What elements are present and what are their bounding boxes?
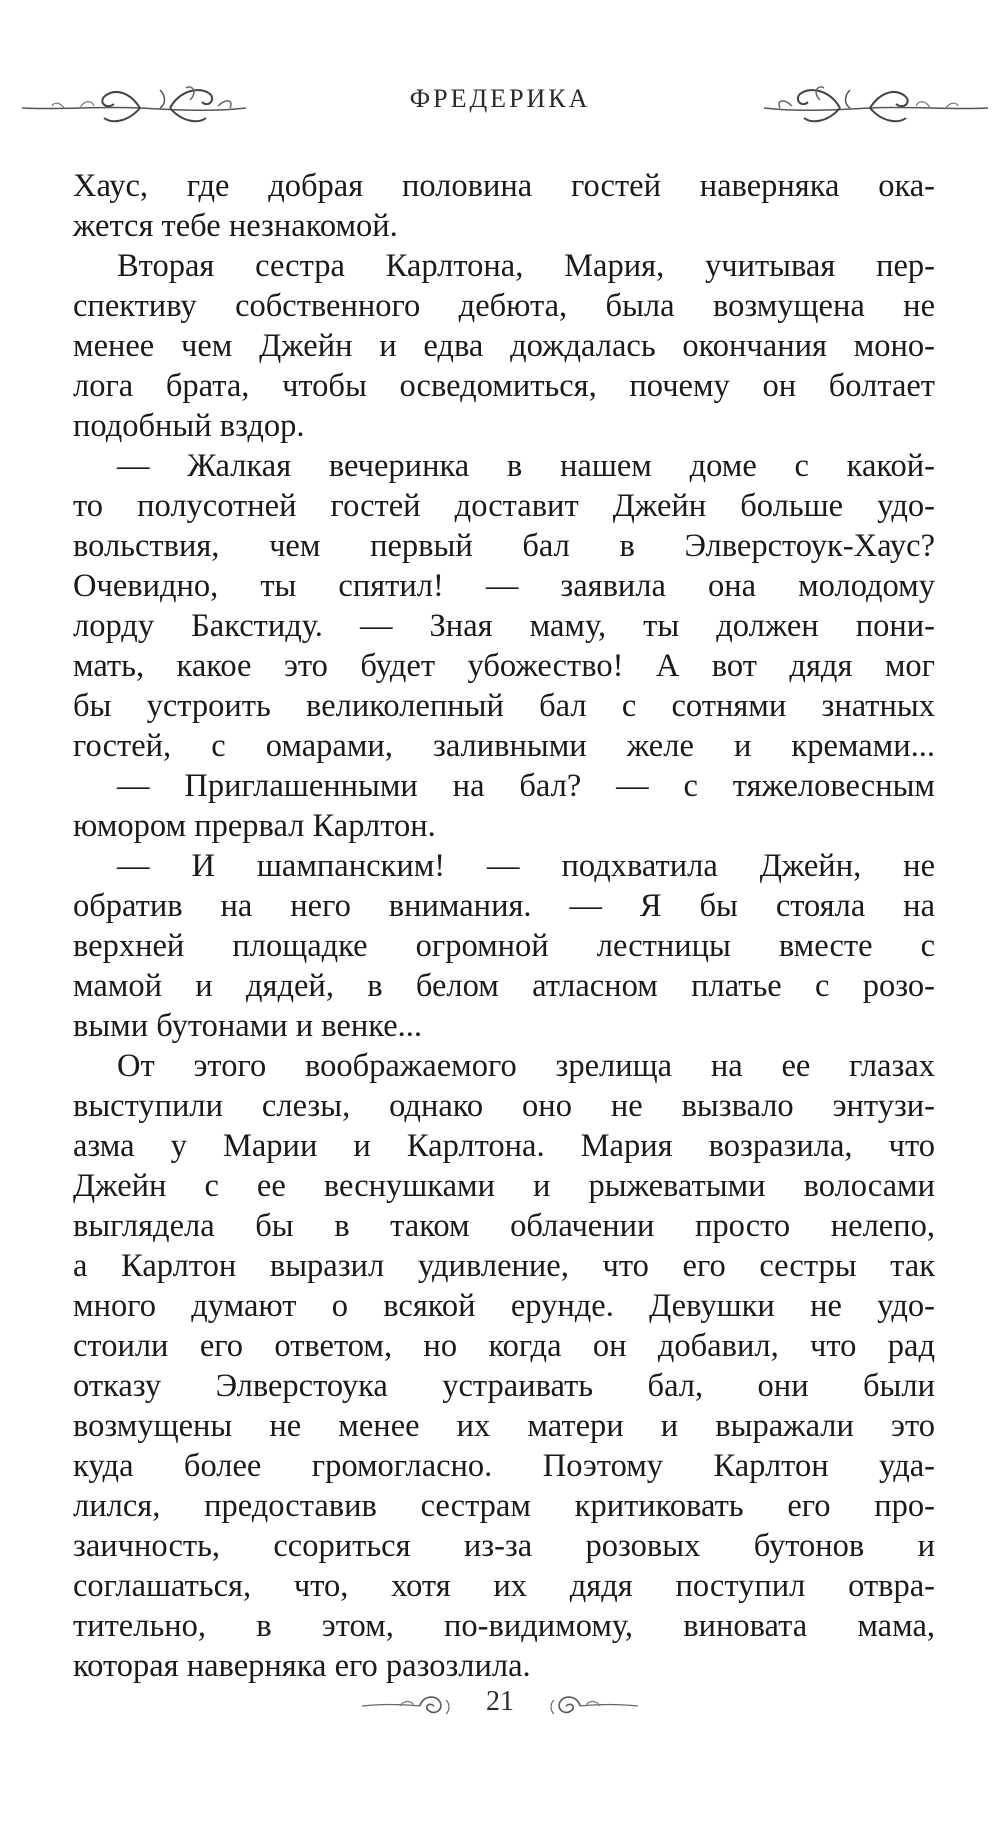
text-line: которая наверняка его разозлила. (73, 1648, 531, 1684)
text-line: стоили его ответом, но когда он добавил, что рад (73, 1328, 935, 1364)
text-line: Вторая сестра Карлтона, Мария, учитывая пер- (117, 248, 935, 284)
text-line: много думают о всякой ерунде. Девушки не удо- (73, 1288, 935, 1324)
page-footer (0, 1680, 1000, 1730)
text-line: то полусотней гостей доставит Джейн больше удо- (73, 488, 935, 524)
body-text (73, 166, 935, 1686)
text-line: Хаус, где добрая половина гостей наверняка ока- (73, 168, 935, 204)
text-line: выступили слезы, однако оно не вызвало энтузи- (73, 1088, 935, 1124)
text-line: От этого воображаемого зрелища на ее глазах (117, 1048, 935, 1084)
running-head-title: ФРЕДЕРИКА (409, 84, 591, 113)
text-line: мамой и дядей, в белом атласном платье с розо- (73, 968, 935, 1004)
text-line: менее чем Джейн и едва дождалась окончания моно- (73, 328, 935, 364)
text-line: лорду Бакстиду. — Зная маму, ты должен пони- (73, 608, 935, 644)
running-head (0, 70, 1000, 140)
text-line: вольствия, чем первый бал в Элверстоук-Хаус? (73, 528, 935, 564)
text-line: возмущены не менее их матери и выражали это (73, 1408, 935, 1444)
text-line: мать, какое это будет убожество! А вот дядя мог (73, 648, 935, 684)
text-line: бы устроить великолепный бал с сотнями знатных (73, 688, 935, 724)
text-line: лился, предоставив сестрам критиковать его про- (73, 1488, 935, 1524)
text-line: выглядела бы в таком облачении просто нелепо, (73, 1208, 935, 1244)
text-line: обратив на него внимания. — Я бы стояла на (73, 888, 935, 924)
text-line: а Карлтон выразил удивление, что его сестры так (73, 1248, 935, 1284)
text-line: жется тебе незнакомой. (73, 208, 398, 244)
swirl-ornament-right (545, 1688, 640, 1724)
text-line: выми бутонами и венке... (73, 1008, 423, 1044)
page-number: 21 (486, 1686, 514, 1717)
text-line: гостей, с омарами, заливными желе и кремами... (73, 728, 935, 764)
text-line: Джейн с ее веснушками и рыжеватыми волосами (73, 1168, 935, 1204)
text-line: заичность, ссориться из-за розовых бутонов и (73, 1528, 935, 1564)
flourish-ornament-right (760, 70, 990, 140)
text-line: лога брата, чтобы осведомиться, почему он болтает (73, 368, 935, 404)
text-line: отказу Элверстоука устраивать бал, они были (73, 1368, 935, 1404)
text-line: Очевидно, ты спятил! — заявила она молодому (73, 568, 935, 604)
text-line: юмором прервал Карлтон. (73, 808, 436, 844)
text-line: тительно, в этом, по-видимому, виновата мама, (73, 1608, 935, 1644)
text-line: соглашаться, что, хотя их дядя поступил отвра- (73, 1568, 935, 1604)
text-line: спективу собственного дебюта, была возмущена не (73, 288, 935, 324)
text-line: куда более громогласно. Поэтому Карлтон уда- (73, 1448, 935, 1484)
text-line: — Приглашенными на бал? — с тяжеловесным (117, 768, 935, 804)
text-line: — И шампанским! — подхватила Джейн, не (117, 848, 935, 884)
text-line: азма у Марии и Карлтона. Мария возразила, что (73, 1128, 935, 1164)
text-line: верхней площадке огромной лестницы вместе с (73, 928, 935, 964)
text-line: подобный вздор. (73, 408, 305, 444)
text-line: — Жалкая вечеринка в нашем доме с какой- (117, 448, 935, 484)
